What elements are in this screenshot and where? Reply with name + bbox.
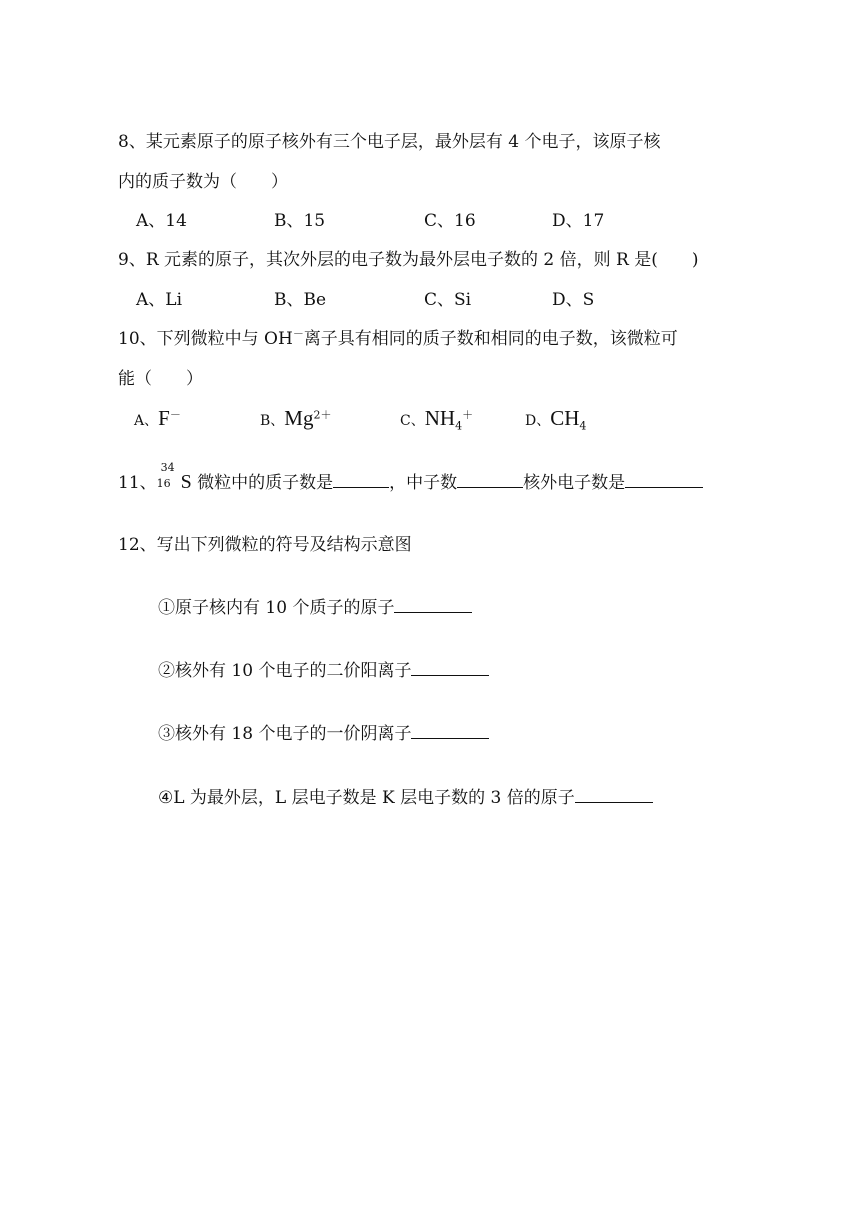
q10-option-c-subscript: 4	[455, 419, 463, 433]
q12-item-4-blank[interactable]	[575, 788, 653, 803]
q12-item-2-blank[interactable]	[411, 661, 489, 676]
q9-option-c: C、Si	[424, 290, 472, 310]
q12-item-3-blank[interactable]	[411, 724, 489, 739]
q10-option-a-formula: F	[158, 406, 170, 430]
q12-item-4-text: ④L 为最外层，L 层电子数是 K 层电子数的 3 倍的原子	[158, 788, 575, 808]
q11-blank-protons[interactable]	[333, 473, 389, 488]
q12-item-2	[158, 661, 489, 680]
q8-stem-line2: 内的质子数为（ ）	[118, 172, 288, 192]
q12-item-1	[158, 598, 472, 617]
q10-option-a	[134, 408, 181, 429]
q10-option-a-label: A、	[134, 413, 159, 429]
q10-option-b-formula: Mg	[284, 406, 314, 430]
q12-item-1-text: ①原子核内有 10 个质子的原子	[158, 598, 395, 618]
q11-text1: 微粒中的质子数是	[191, 473, 334, 493]
q12-item-3-text: ③核外有 18 个电子的一价阴离子	[158, 724, 412, 744]
q12-title: 12、写出下列微粒的符号及结构示意图	[118, 535, 412, 555]
q10-option-b-charge: 2＋	[313, 408, 332, 422]
q10-stem-pre: 10、下列微粒中与 OH	[118, 329, 293, 349]
q8-option-d: D、17	[552, 211, 605, 231]
q12-item-2-text: ②核外有 10 个电子的二价阳离子	[158, 661, 412, 681]
q11-symbol: S	[180, 471, 192, 493]
q9-option-a: A、Li	[136, 290, 183, 310]
q10-option-b-label: B、	[260, 413, 285, 429]
q10-option-d-formula: CH	[550, 406, 580, 430]
q10-option-a-charge: －	[169, 408, 181, 422]
q11-text2: ，中子数	[389, 473, 458, 493]
q11-text3: 核外电子数是	[523, 473, 626, 493]
q8-option-c: C、16	[424, 211, 476, 231]
q10-stem-line1	[118, 327, 678, 349]
q8-option-b: B、15	[274, 211, 326, 231]
q10-stem-post: 离子具有相同的质子数和相同的电子数，该微粒可	[303, 329, 678, 349]
q11-stem	[118, 461, 703, 493]
q8-option-a: A、14	[136, 211, 187, 231]
q11-prefix: 11、	[118, 473, 157, 493]
q12-item-3	[158, 724, 489, 743]
q10-option-d-subscript: 4	[579, 419, 587, 433]
q9-option-d: D、S	[552, 290, 595, 310]
q8-stem-line1: 8、某元素原子的原子核外有三个电子层，最外层有 4 个电子，该原子核	[118, 132, 661, 152]
q10-option-d-label: D、	[525, 413, 551, 429]
q11-atomic-number: 16	[156, 477, 171, 490]
q10-option-c-formula: NH	[424, 406, 456, 430]
q12-item-4	[158, 788, 653, 807]
q11-blank-electrons[interactable]	[625, 473, 703, 488]
q10-option-d	[525, 406, 587, 433]
q12-item-1-blank[interactable]	[394, 598, 472, 613]
q10-stem-charge: －	[292, 327, 304, 341]
q10-stem-line2: 能（ ）	[118, 369, 203, 389]
q9-option-b: B、Be	[274, 290, 327, 310]
q10-option-c	[400, 406, 474, 433]
q10-option-c-label: C、	[400, 413, 425, 429]
q10-option-b	[260, 408, 331, 429]
q9-stem: 9、R 元素的原子，其次外层的电子数为最外层电子数的 2 倍，则 R 是( )	[118, 250, 699, 270]
q10-option-c-charge: ＋	[462, 408, 474, 422]
q11-mass-number: 34	[160, 461, 175, 474]
q11-blank-neutrons[interactable]	[457, 473, 523, 488]
q11-nuclide-notation	[156, 461, 181, 490]
